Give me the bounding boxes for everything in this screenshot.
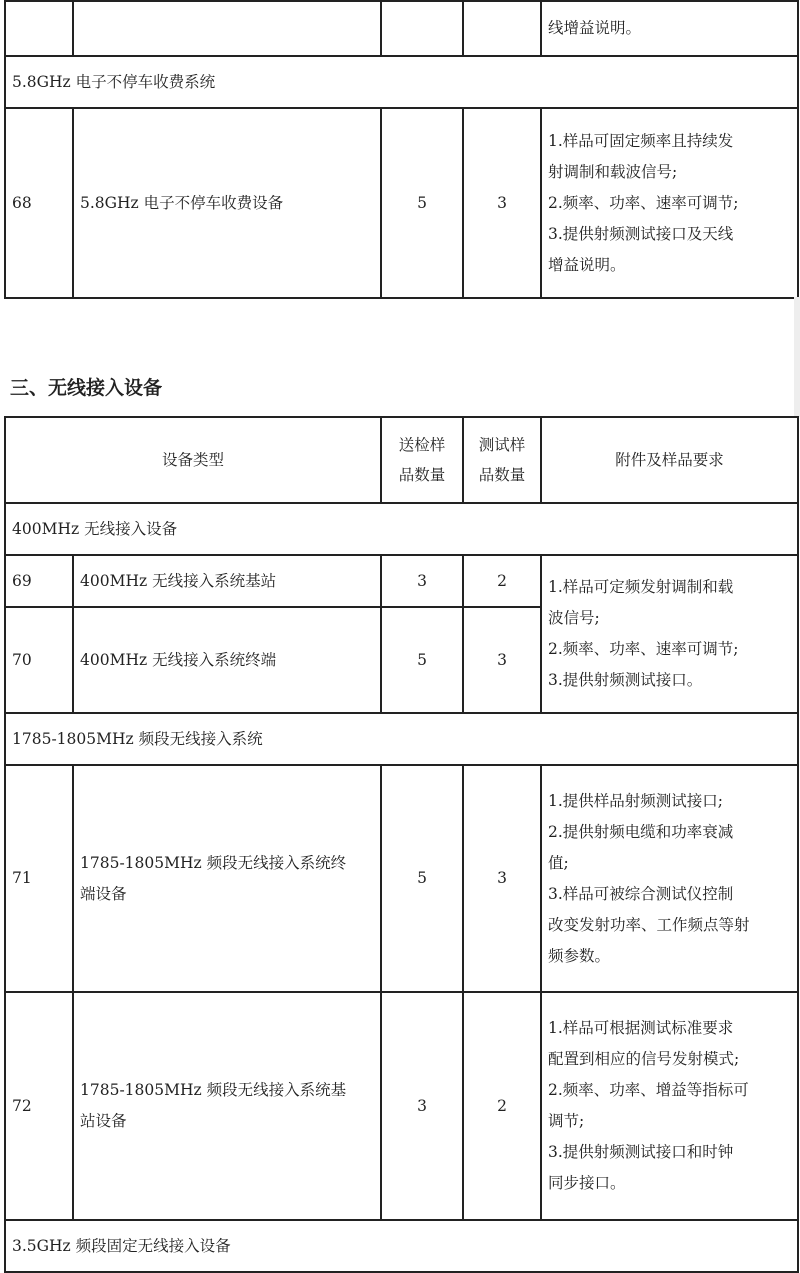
section-label: 5.8GHz 电子不停车收费系统 [5, 56, 798, 108]
device-line: 1785-1805MHz 频段无线接入系统基 [80, 1081, 347, 1099]
reqs-line: 2.提供射频电缆和功率衰减 [548, 822, 734, 841]
section-heading: 三、无线接入设备 [10, 377, 163, 399]
section-row [5, 713, 798, 765]
page-edge-shadow [794, 297, 800, 417]
device-line: 端设备 [80, 884, 127, 903]
header-send-qty [381, 417, 463, 503]
reqs-line: 3.样品可被综合测试仪控制 [548, 884, 734, 903]
device-cell: 5.8GHz 电子不停车收费设备 [73, 108, 381, 298]
no-cell: 72 [5, 992, 73, 1220]
test-qty-cell: 2 [463, 555, 541, 607]
reqs-line: 频参数。 [548, 946, 611, 965]
header-row [5, 417, 798, 503]
reqs-line: 2.频率、功率、增益等指标可 [548, 1081, 749, 1099]
device-cell: 400MHz 无线接入系统基站 [73, 555, 381, 607]
header-test-qty [463, 417, 541, 503]
test-qty-cell: 3 [463, 607, 541, 713]
test-qty-cell [463, 1, 541, 56]
header-line: 测试样 [478, 436, 526, 454]
no-cell [5, 1, 73, 56]
no-cell: 69 [5, 555, 73, 607]
send-qty-cell [381, 1, 463, 56]
device-line: 1785-1805MHz 频段无线接入系统终 [80, 853, 347, 872]
reqs-line: 1.样品可根据测试标准要求 [548, 1019, 734, 1037]
header-line: 品数量 [398, 466, 446, 484]
reqs-line: 波信号; [548, 609, 600, 627]
send-qty-cell: 5 [381, 765, 463, 992]
device-cell: 400MHz 无线接入系统终端 [73, 607, 381, 713]
test-qty-cell: 3 [463, 108, 541, 298]
header-device-type: 设备类型 [5, 417, 381, 503]
device-line: 站设备 [80, 1112, 127, 1130]
reqs-cell [541, 992, 798, 1220]
reqs-line: 1.样品可定频发射调制和载 [548, 578, 734, 596]
reqs-line: 2.频率、功率、速率可调节; [548, 640, 739, 658]
reqs-cell [541, 555, 798, 713]
device-cell [73, 1, 381, 56]
device-cell [73, 765, 381, 992]
table-row [5, 1, 798, 56]
reqs-line: 2.频率、功率、速率可调节; [548, 193, 739, 212]
section-label: 400MHz 无线接入设备 [5, 503, 798, 555]
reqs-line: 3.提供射频测试接口。 [548, 671, 703, 689]
reqs-line: 增益说明。 [548, 255, 626, 274]
header-line: 送检样 [398, 436, 446, 454]
section-label: 1785-1805MHz 频段无线接入系统 [5, 713, 798, 765]
reqs-cell [541, 1, 798, 56]
reqs-line: 3.提供射频测试接口及天线 [548, 224, 734, 243]
reqs-line: 值; [548, 853, 569, 872]
reqs-line: 同步接口。 [548, 1174, 626, 1192]
reqs-line: 射调制和载波信号; [548, 162, 678, 181]
send-qty-cell: 5 [381, 607, 463, 713]
test-qty-cell: 2 [463, 992, 541, 1220]
reqs-line: 调节; [548, 1112, 585, 1130]
reqs-line: 配置到相应的信号发射模式; [548, 1050, 740, 1068]
table-row [5, 555, 798, 607]
reqs-cell [541, 765, 798, 992]
wireless-access-table [4, 416, 799, 1273]
reqs-line: 1.样品可固定频率且持续发 [548, 131, 734, 150]
reqs-line: 1.提供样品射频测试接口; [548, 791, 724, 810]
reqs-line: 线增益说明。 [548, 19, 642, 37]
section-label: 3.5GHz 频段固定无线接入设备 [5, 1220, 798, 1272]
reqs-line: 3.提供射频测试接口和时钟 [548, 1143, 734, 1161]
test-qty-cell: 3 [463, 765, 541, 992]
section-row [5, 503, 798, 555]
reqs-line: 改变发射功率、工作频点等射 [548, 915, 750, 934]
no-cell: 71 [5, 765, 73, 992]
header-reqs: 附件及样品要求 [541, 417, 798, 503]
send-qty-cell: 5 [381, 108, 463, 298]
section-row [5, 56, 798, 108]
table-row [5, 992, 798, 1220]
no-cell: 68 [5, 108, 73, 298]
no-cell: 70 [5, 607, 73, 713]
send-qty-cell: 3 [381, 555, 463, 607]
table-row [5, 108, 798, 298]
send-qty-cell: 3 [381, 992, 463, 1220]
header-line: 品数量 [478, 466, 526, 484]
table-row [5, 765, 798, 992]
reqs-cell [541, 108, 798, 298]
device-cell [73, 992, 381, 1220]
section-row [5, 1220, 798, 1272]
continued-table [4, 0, 799, 299]
